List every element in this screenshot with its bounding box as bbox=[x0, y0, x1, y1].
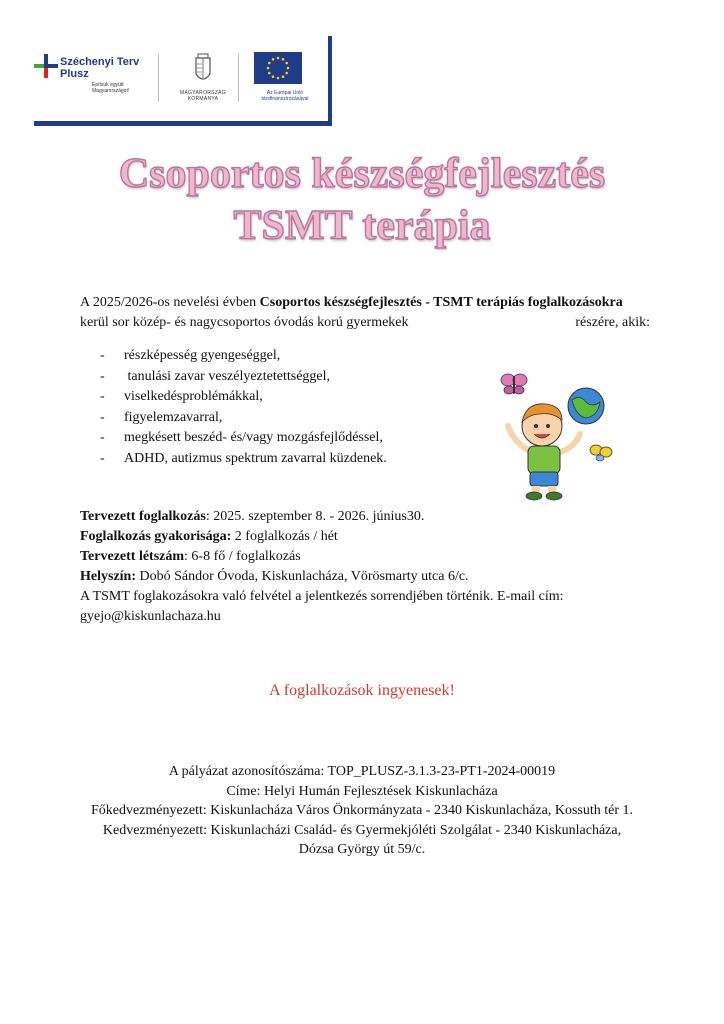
intro-line-2 bbox=[80, 313, 650, 333]
planned-label: Tervezett foglalkozás bbox=[80, 509, 206, 524]
szechenyi-name: Széchenyi Terv bbox=[60, 56, 140, 68]
condition-list bbox=[100, 346, 480, 470]
bullet-dash: - bbox=[100, 348, 105, 363]
logo-divider bbox=[158, 54, 159, 102]
title-line-2: TSMT terápia bbox=[233, 203, 491, 249]
list-item bbox=[100, 449, 480, 470]
project-footer bbox=[70, 762, 654, 860]
headcount-row bbox=[80, 547, 650, 567]
list-item-text: figyelemzavarral, bbox=[124, 409, 223, 425]
eu-text bbox=[246, 90, 324, 102]
list-item bbox=[100, 367, 480, 388]
footer-line-2: Címe: Helyi Humán Fejlesztések Kiskunlacháza bbox=[226, 783, 498, 799]
footer-line-1: A pályázat azonosítószáma: TOP_PLUSZ-3.1.3-23-PT1-2024-00019 bbox=[168, 764, 556, 779]
registration-line-1: A TSMT foglakozásokra való felvétel a jelentkezés sorrendjében történik. E-mail cím: bbox=[80, 589, 564, 604]
intro-prefix: A 2025/2026-os nevelési évben bbox=[80, 295, 260, 310]
eu-line-2: társfinanszírozásával bbox=[261, 96, 309, 102]
planned-value: : 2025. szeptember 8. - 2026. június30. bbox=[205, 509, 425, 524]
government-logo bbox=[176, 52, 230, 112]
list-item bbox=[100, 346, 480, 367]
bullet-dash: - bbox=[100, 389, 105, 405]
footer-line-3: Főkedvezményezett: Kiskunlacháza Város Önkormányzata - 2340 Kiskunlacháza, Kossuth tér 1. bbox=[90, 803, 634, 819]
bullet-dash: - bbox=[100, 450, 105, 466]
registration-email: gyejo@kiskunlachaza.hu bbox=[80, 609, 221, 624]
headcount-label: Tervezett létszám bbox=[80, 549, 185, 564]
szechenyi-plus: Plusz bbox=[60, 68, 89, 80]
logo-divider bbox=[238, 54, 239, 102]
eu-flag-icon bbox=[254, 52, 302, 84]
bullet-dash: - bbox=[100, 368, 105, 384]
list-item-text: viselkedésproblémákkal, bbox=[124, 389, 263, 405]
list-item-text: részképesség gyengeséggel, bbox=[124, 348, 281, 363]
szechenyi-tagline-1: Építsük együtt bbox=[92, 82, 124, 88]
intro-line2-left: kerül sor közép- és nagycsoportos óvodás korú gyermekek bbox=[80, 315, 409, 330]
government-line-2: KORMÁNYA bbox=[187, 96, 219, 102]
intro-line-1 bbox=[80, 293, 650, 313]
frequency-value: 2 foglalkozás / hét bbox=[231, 529, 338, 544]
ball-icon bbox=[568, 388, 604, 424]
list-item-text: ADHD, autizmus spektrum zavarral küzdenek. bbox=[124, 450, 387, 466]
info-block bbox=[80, 507, 650, 627]
szechenyi-logo bbox=[34, 54, 154, 114]
logo-frame-right bbox=[328, 36, 332, 126]
child-with-butterflies-and-balls-icon bbox=[490, 368, 620, 502]
title-line-1: Csoportos készségfejlesztés bbox=[118, 151, 606, 197]
list-item-text: megkésett beszéd- és/vagy mozgásfejlődéssel, bbox=[124, 430, 383, 446]
intro-line2-right: részére, akik: bbox=[575, 315, 650, 330]
location-row bbox=[80, 567, 650, 587]
footer-line-4: Kedvezményezett: Kiskunlacházi Család- és Gyermekjóléti Szolgálat - 2340 Kiskunlacháza, bbox=[102, 822, 622, 838]
government-line-1: MAGYARORSZÁG bbox=[179, 90, 226, 96]
location-label: Helyszín: bbox=[80, 569, 136, 584]
footer-line-5: Dózsa György út 59/c. bbox=[298, 842, 426, 858]
free-notice: A foglalkozások ingyenesek! bbox=[269, 682, 455, 699]
szechenyi-tagline-2: Magyarországot! bbox=[92, 88, 130, 94]
list-item bbox=[100, 408, 480, 429]
frequency-label: Foglalkozás gyakorisága: bbox=[80, 529, 232, 544]
list-item bbox=[100, 428, 480, 449]
butterfly-icon bbox=[501, 374, 527, 394]
eu-line-1: Az Európai Unió bbox=[266, 90, 304, 96]
location-value: Dobó Sándor Óvoda, Kiskunlacháza, Vörösmarty utca 6/c. bbox=[136, 569, 469, 584]
planned-row bbox=[80, 507, 650, 527]
szechenyi-cross-icon bbox=[34, 54, 58, 78]
government-text bbox=[176, 90, 230, 102]
eu-logo bbox=[246, 52, 326, 112]
szechenyi-tagline bbox=[92, 82, 152, 94]
list-item bbox=[100, 387, 480, 408]
logo-frame-bottom bbox=[34, 121, 332, 126]
coat-of-arms-icon bbox=[176, 52, 230, 88]
butterfly-icon bbox=[590, 445, 612, 461]
intro-paragraph bbox=[80, 293, 650, 333]
frequency-row bbox=[80, 527, 650, 547]
headcount-value: : 6-8 fő / foglalkozás bbox=[184, 549, 301, 564]
bullet-dash: - bbox=[100, 430, 105, 446]
bullet-dash: - bbox=[100, 409, 105, 425]
logo-strip bbox=[34, 36, 332, 126]
intro-bold: Csoportos készségfejlesztés - TSMT terápiás foglalkozásokra bbox=[259, 295, 623, 310]
list-item-text: tanulási zavar veszélyeztetettséggel, bbox=[124, 368, 331, 384]
page-title bbox=[0, 148, 724, 252]
